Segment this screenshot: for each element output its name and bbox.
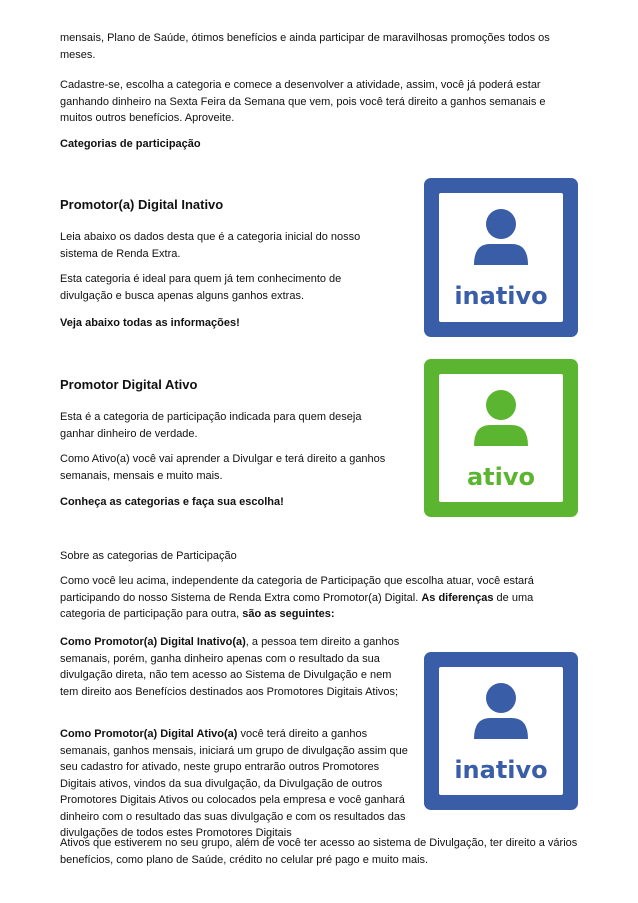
inactive-description xyxy=(60,634,412,700)
user-silhouette-icon xyxy=(424,652,578,810)
inactive-description-text: , a pessoa tem direito a ganhos semanais, porém, ganha dinheiro apenas com o resultado da sua divulgação direta, não tem acesso ao Sistema de Divulgação e nem tem direito aos Benefícios destinados aos Promotores Digitais Ativos; xyxy=(60,636,400,698)
inactive-badge-label: inativo xyxy=(454,282,548,310)
about-differences: As diferenças xyxy=(421,591,494,604)
active-description-text: você terá direito a ganhos semanais, ganhos mensais, iniciará um grupo de divulgação assim que seu cadastro for ativado, neste grupo entrarão outros Promotores Digitais ativos, vindos da sua divulgação, da Divulgação de outros Promotores Digitais Ativos ou colocados pela empresa e você ganhará dinheiro com o resultado das suas divulgação e com os resultados das divulgações de todos estes Promotores Digitais xyxy=(60,728,408,839)
active-paragraph-1: Esta é a categoria de participação indicada para quem deseja ganhar dinheiro de verdade. xyxy=(60,411,362,440)
user-silhouette-icon xyxy=(424,359,578,517)
active-cta: Conheça as categorias e faça sua escolha! xyxy=(60,496,284,508)
active-section-title: Promotor Digital Ativo xyxy=(60,377,198,392)
about-paragraph xyxy=(60,573,578,623)
active-description xyxy=(60,726,412,842)
inactive-paragraph-1: Leia abaixo os dados desta que é a categoria inicial do nosso sistema de Renda Extra. xyxy=(60,231,361,260)
about-following: são as seguintes: xyxy=(242,608,335,620)
active-badge-image xyxy=(424,359,578,517)
active-description-end: Ativos que estiverem no seu grupo, além de você ter acesso ao sistema de Divulgação, ter direito a vários benefícios, como plano de Saúde, crédito no celular pré pago e muito mais. xyxy=(60,837,578,866)
active-paragraph-2: Como Ativo(a) você vai aprender a Divulgar e terá direito a ganhos semanais, mensais e muito mais. xyxy=(60,453,386,482)
about-paragraph-start: Como você leu acima, independente da categoria de Participação que escolha atuar, você estará participando do nosso Sistema de Renda Extra como Promotor(a) Digital. xyxy=(60,575,534,604)
inactive-badge-image-2 xyxy=(424,652,578,810)
intro-paragraph-2: Cadastre-se, escolha a categoria e comece a desenvolver a atividade, assim, você já poderá estar ganhando dinheiro na Sexta Feira da Semana que vem, pois você terá direito a ganhos semanais e muitos outros benefícios. Aproveite. xyxy=(60,79,546,124)
about-heading: Sobre as categorias de Participação xyxy=(60,550,237,562)
active-description-label: Como Promotor(a) Digital Ativo(a) xyxy=(60,728,238,740)
intro-paragraph-1: mensais, Plano de Saúde, ótimos benefícios e ainda participar de maravilhosas promoções todos os meses. xyxy=(60,32,550,61)
about-paragraph-middle: de uma categoria de participação para outra, xyxy=(60,591,534,620)
categories-heading: Categorias de participação xyxy=(60,138,201,150)
inactive-paragraph-2: Esta categoria é ideal para quem já tem conhecimento de divulgação e busca apenas alguns ganhos extras. xyxy=(60,273,342,302)
active-badge-label: ativo xyxy=(466,463,536,491)
inactive-description-label: Como Promotor(a) Digital Inativo(a) xyxy=(60,636,246,648)
inactive-section-title: Promotor(a) Digital Inativo xyxy=(60,197,224,212)
inactive-cta: Veja abaixo todas as informações! xyxy=(60,317,240,329)
inactive-badge-label-2: inativo xyxy=(454,756,548,784)
user-silhouette-icon xyxy=(424,178,578,337)
inactive-badge-image xyxy=(424,178,578,337)
